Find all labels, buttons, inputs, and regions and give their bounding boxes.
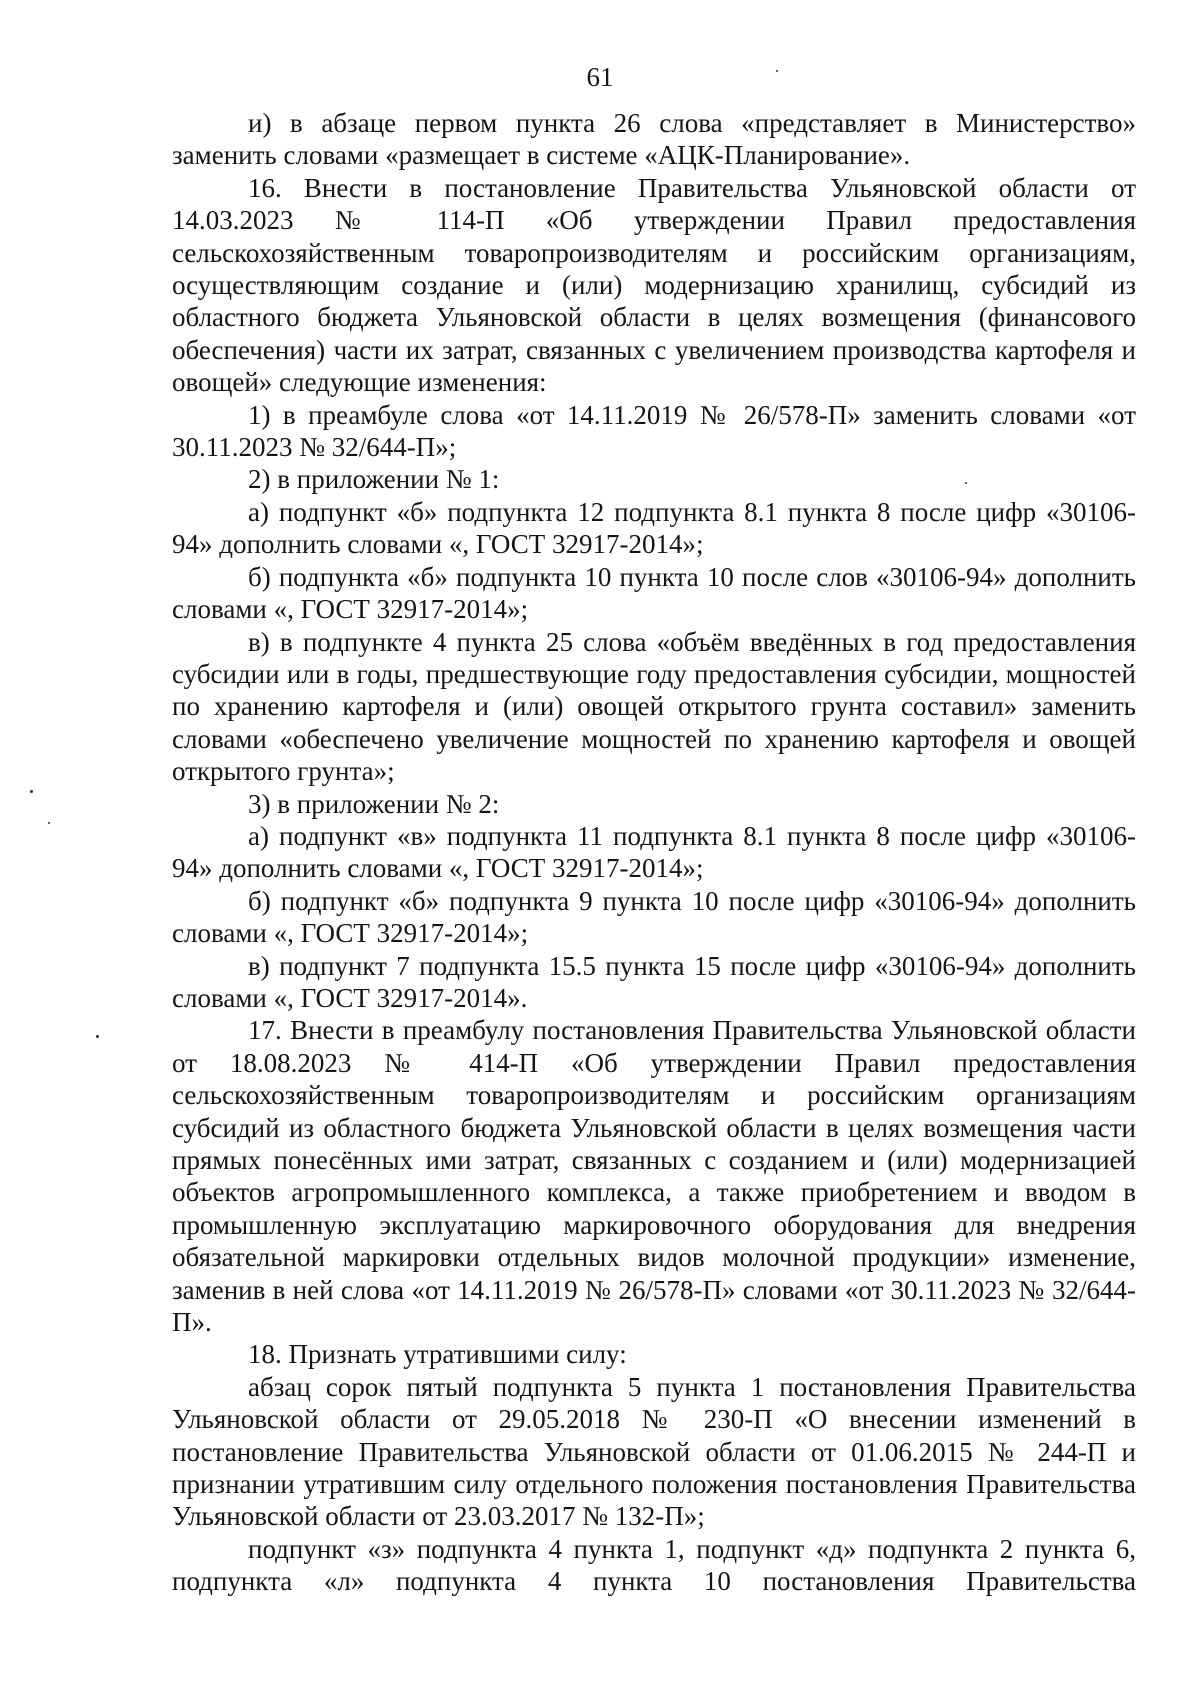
paragraph-16-item-3b: б) подпункт «б» подпункта 9 пункта 10 после цифр «30106-94» дополнить словами «, ГОСТ 32917-2014»; (172, 885, 1136, 949)
scan-speck (48, 822, 50, 824)
paragraph-16-item-2b: б) подпункта «б» подпункта 10 пункта 10 после слов «30106-94» дополнить словами «, ГОСТ 32917-2014»; (172, 561, 1136, 625)
paragraph-16-item-2a: а) подпункт «б» подпункта 12 подпункта 8.1 пункта 8 после цифр «30106-94» дополнить словами «, ГОСТ 32917-2014»; (172, 496, 1136, 560)
paragraph-16-item-1: 1) в преамбуле слова «от 14.11.2019 № 26/578-П» заменить словами «от 30.11.2023 № 32/644-П»; (172, 399, 1136, 463)
paragraph-18-item-2-line-2: подпункта «л» подпункта 4 пункта 10 постановления Правительства (172, 1566, 1136, 1597)
paragraph-17: 17. Внести в преамбулу постановления Правительства Ульяновской области от 18.08.2023 № 414-П «Об утверждении Правил предоставления сельскохозяйственным товаропроизводителям и российским организациям субсидий из областного бюджета Ульяновской области в целях возмещения части прямых понесённых ими затрат, связанных с созданием и (или) модернизацией объектов агропромышленного комплекса, а также приобретением и вводом в промышленную эксплуатацию маркировочного оборудования для внедрения обязательной маркировки отдельных видов молочной продукции» изменение, заменив в ней слова «от 14.11.2019 № 26/578-П» словами «от 30.11.2023 № 32/644-П». (172, 1015, 1136, 1338)
paragraph-18: 18. Признать утратившими силу: (248, 1339, 627, 1370)
paragraph-18-item-2-line-1: подпункт «з» подпункта 4 пункта 1, подпункт «д» подпункта 2 пункта 6, (248, 1533, 1136, 1564)
paragraph-16-item-3: 3) в приложении № 2: (248, 788, 500, 819)
paragraph-item-i: и) в абзаце первом пункта 26 слова «представляет в Министерство» заменить словами «размещает в системе «АЦК-Планирование». (172, 108, 1136, 171)
scan-speck (776, 70, 778, 72)
scan-speck (96, 1035, 99, 1038)
paragraph-18-item-1: абзац сорок пятый подпункта 5 пункта 1 постановления Правительства Ульяновской области от 29.05.2018 № 230-П «О внесении изменений в постановление Правительства Ульяновской области от 01.06.2015 № 244-П и признании утратившим силу отдельного положения постановления Правительства Ульяновской области от 23.03.2017 № 132-П»; (172, 1371, 1136, 1532)
paragraph-16: 16. Внести в постановление Правительства Ульяновской области от 14.03.2023 № 114-П «Об утверждении Правил предоставления сельскохозяйственным товаропроизводителям и российским организациям, осуществляющим создание и (или) модернизацию хранилищ, субсидий из областного бюджета Ульяновской области в целях возмещения (финансового обеспечения) части их затрат, связанных с увеличением производства картофеля и овощей» следующие изменения: (172, 172, 1136, 398)
document-body (172, 107, 1136, 1598)
scan-speck (30, 790, 33, 793)
paragraph-16-item-2: 2) в приложении № 1: (248, 464, 500, 495)
paragraph-18-item-2 (172, 1533, 1136, 1598)
paragraph-16-item-3a: а) подпункт «в» подпункта 11 подпункта 8.1 пункта 8 после цифр «30106-94» дополнить словами «, ГОСТ 32917-2014»; (172, 820, 1136, 884)
paragraph-16-item-2v: в) в подпункте 4 пункта 25 слова «объём введённых в год предоставления субсидии или в годы, предшествующие году предоставления субсидии, мощностей по хранению картофеля и (или) овощей открытого грунта составил» заменить словами «обеспечено увеличение мощностей по хранению картофеля и овощей открытого грунта»; (172, 626, 1136, 787)
scan-speck (965, 482, 967, 484)
paragraph-16-item-3v: в) подпункт 7 подпункта 15.5 пункта 15 после цифр «30106-94» дополнить словами «, ГОСТ 32917-2014». (172, 950, 1136, 1013)
page-number: 61 (586, 62, 614, 92)
